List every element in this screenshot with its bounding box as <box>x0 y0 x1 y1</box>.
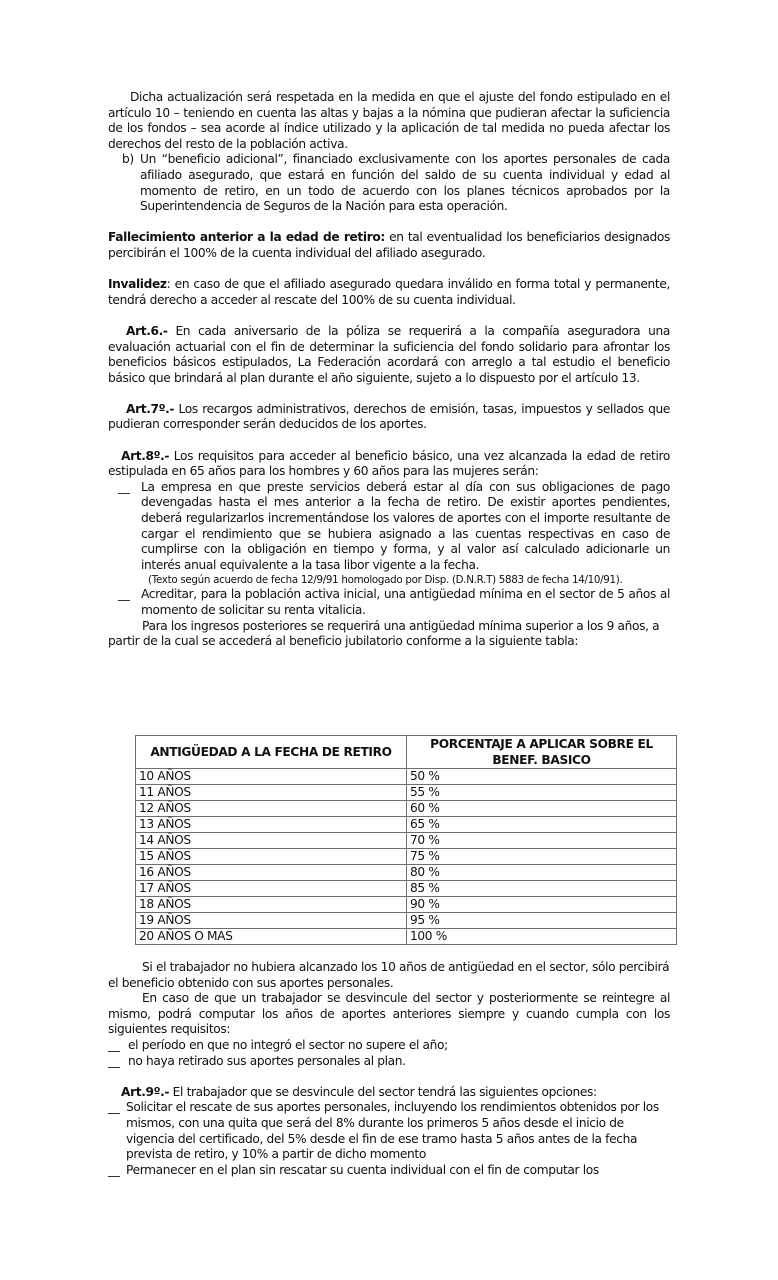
table-row <box>136 833 677 849</box>
reintegro-requirement-2-text: no haya retirado sus aportes personales al plan. <box>128 1053 406 1068</box>
article-8-posteriores: Para los ingresos posteriores se requerirá una antigüedad mínima superior a los 9 años, a partir de la cual se accederá al beneficio jubilatorio conforme a la siguiente tabla: <box>108 618 660 649</box>
article-7-text: Los recargos administrativos, derechos de emisión, tasas, impuestos y sellados que pudieran corresponder serán deducidos de los aportes. <box>108 401 670 432</box>
table-cell-antiguedad: 11 AÑOS <box>136 785 407 801</box>
table-cell-porcentaje: 95 % <box>407 913 677 929</box>
table-row <box>136 769 677 785</box>
antiguedad-table <box>135 735 677 945</box>
table-cell-antiguedad: 18 AÑOS <box>136 897 407 913</box>
table-cell-antiguedad: 19 AÑOS <box>136 913 407 929</box>
list-marker-b: b) <box>122 152 134 167</box>
table-row <box>136 817 677 833</box>
table-row <box>136 801 677 817</box>
table-header-porcentaje: PORCENTAJE A APLICAR SOBRE EL BENEF. BASICO <box>407 736 677 769</box>
table-cell-antiguedad: 14 AÑOS <box>136 833 407 849</box>
paragraph-fallecimiento <box>108 230 670 261</box>
document-page-lower <box>108 960 670 1178</box>
article-9-heading: Art.9º.- <box>121 1084 170 1099</box>
reintegro-requirement-1-text: el período en que no integró el sector no supere el año; <box>128 1037 448 1052</box>
article-8-requirement-1 <box>108 480 670 574</box>
article-8-note: (Texto según acuerdo de fecha 12/9/91 homologado por Disp. (D.N.R.T) 5883 de fecha 14/10/91). <box>148 574 623 587</box>
list-item-b <box>108 152 670 214</box>
table-cell-porcentaje: 65 % <box>407 817 677 833</box>
table-row <box>136 849 677 865</box>
article-8-requirement-2 <box>108 587 670 618</box>
article-7-heading: Art.7º.- <box>126 401 175 416</box>
paragraph-no-alcanzado: Si el trabajador no hubiera alcanzado los 10 años de antigüedad en el sector, sólo percibirá el beneficio obtenido con sus aportes personales. <box>108 960 670 990</box>
blank-line-marker: __ <box>108 1162 120 1177</box>
table-row <box>136 913 677 929</box>
table-cell-antiguedad: 20 AÑOS O MAS <box>136 929 407 945</box>
table-row <box>136 929 677 945</box>
article-8-requirement-2-text: Acreditar, para la población activa inicial, una antigüedad mínima en el sector de 5 años al momento de solicitar su renta vitalicia. <box>141 587 670 617</box>
article-8-text: Los requisitos para acceder al beneficio básico, una vez alcanzada la edad de retiro estipulada en 65 años para los hombres y 60 años para las mujeres serán: <box>108 448 670 479</box>
article-9-option-1-text: Solicitar el rescate de sus aportes personales, incluyendo los rendimientos obtenidos por los mismos, con una quita que será del 8% durante los primeros 5 años desde el inicio de vigencia del certificado, del 5% desde el fin de ese tramo hasta 5 años antes de la fecha prevista de retiro, y 10% a partir de dicho momento <box>126 1100 659 1162</box>
fallecimiento-text: en tal eventualidad los beneficiarios designados percibirán el 100% de la cuenta individual del afiliado asegurado. <box>108 230 670 260</box>
table-cell-antiguedad: 10 AÑOS <box>136 769 407 785</box>
article-9-option-1 <box>108 1100 670 1162</box>
table-cell-antiguedad: 16 AÑOS <box>136 865 407 881</box>
blank-line-marker: __ <box>118 479 130 494</box>
blank-line-marker: __ <box>118 587 130 602</box>
article-8-heading: Art.8º.- <box>121 448 170 463</box>
article-9 <box>108 1085 670 1101</box>
invalidez-heading: Invalidez <box>108 277 167 292</box>
blank-line-marker: __ <box>108 1053 120 1068</box>
table-cell-porcentaje: 55 % <box>407 785 677 801</box>
table-row <box>136 865 677 881</box>
invalidez-text: : en caso de que el afiliado asegurado quedara inválido en forma total y permanente, tendrá derecho a acceder al rescate del 100% de su cuenta individual. <box>108 277 670 307</box>
table-header-row <box>136 736 677 769</box>
table-cell-porcentaje: 100 % <box>407 929 677 945</box>
document-page <box>108 90 670 650</box>
blank-line-marker: __ <box>108 1037 120 1052</box>
reintegro-requirement-2 <box>108 1054 670 1070</box>
table-cell-antiguedad: 12 AÑOS <box>136 801 407 817</box>
article-6-heading: Art.6.- <box>126 323 168 338</box>
table-cell-antiguedad: 13 AÑOS <box>136 817 407 833</box>
paragraph-reintegro: En caso de que un trabajador se desvincule del sector y posteriormente se reintegre al mismo, podrá computar los años de aportes anteriores siempre y cuando cumpla con los siguientes requisitos: <box>108 991 670 1037</box>
reintegro-requirement-1 <box>108 1038 670 1054</box>
table-header-antiguedad: ANTIGÜEDAD A LA FECHA DE RETIRO <box>136 736 407 769</box>
article-8 <box>108 449 670 480</box>
article-8-requirement-1-text: La empresa en que preste servicios deberá estar al día con sus obligaciones de pago devengadas hasta el mes anterior a la fecha de retiro. De existir aportes pendientes, deberá regularizarlos incrementándose los valores de aportes con el importe resultante de cargar el rendimiento que se hubiera asignado a las cuentas respectivas en caso de cumplirse con la obligación en tiempo y forma, y al valor así calculado adicionarle un interés anual equivalente a la tasa libor vigente a la fecha. <box>141 479 670 572</box>
blank-line-marker: __ <box>108 1100 120 1115</box>
article-9-option-2-text: Permanecer en el plan sin rescatar su cuenta individual con el fin de computar los <box>126 1162 599 1177</box>
paragraph-actualizacion: Dicha actualización será respetada en la medida en que el ajuste del fondo estipulado en el artículo 10 – teniendo en cuenta las altas y bajas a la nómina que pudieran afectar la suficiencia de los fondos – sea acorde al índice utilizado y la aplicación de tal medida no pueda afectar los derechos del resto de la población activa. <box>108 90 670 151</box>
table-cell-porcentaje: 60 % <box>407 801 677 817</box>
article-6 <box>108 324 670 386</box>
table-row <box>136 881 677 897</box>
table-cell-porcentaje: 80 % <box>407 865 677 881</box>
table-cell-porcentaje: 85 % <box>407 881 677 897</box>
table-row <box>136 897 677 913</box>
table-cell-antiguedad: 17 AÑOS <box>136 881 407 897</box>
fallecimiento-heading: Fallecimiento anterior a la edad de retiro: <box>108 230 385 245</box>
article-9-text: El trabajador que se desvincule del sector tendrá las siguientes opciones: <box>169 1084 597 1099</box>
list-item-b-text: Un “beneficio adicional”, financiado exclusivamente con los aportes personales de cada afiliado asegurado, que estará en función del saldo de su cuenta individual y edad al momento de retiro, en un todo de acuerdo con los planes técnicos aprobados por la Superintendencia de Seguros de la Nación para esta operación. <box>140 152 670 214</box>
table-cell-antiguedad: 15 AÑOS <box>136 849 407 865</box>
table-row <box>136 785 677 801</box>
table-cell-porcentaje: 70 % <box>407 833 677 849</box>
table-cell-porcentaje: 90 % <box>407 897 677 913</box>
article-9-option-2 <box>108 1163 670 1179</box>
article-6-text: En cada aniversario de la póliza se requerirá a la compañía aseguradora una evaluación actuarial con el fin de determinar la suficiencia del fondo solidario para afrontar los beneficios básicos estipulados, La Federación acordará con arreglo a tal estudio el beneficio básico que brindará al plan durante el año siguiente, sujeto a lo dispuesto por el artículo 13. <box>108 323 670 385</box>
article-7 <box>108 402 670 433</box>
table-cell-porcentaje: 50 % <box>407 769 677 785</box>
table-cell-porcentaje: 75 % <box>407 849 677 865</box>
paragraph-invalidez <box>108 277 670 308</box>
